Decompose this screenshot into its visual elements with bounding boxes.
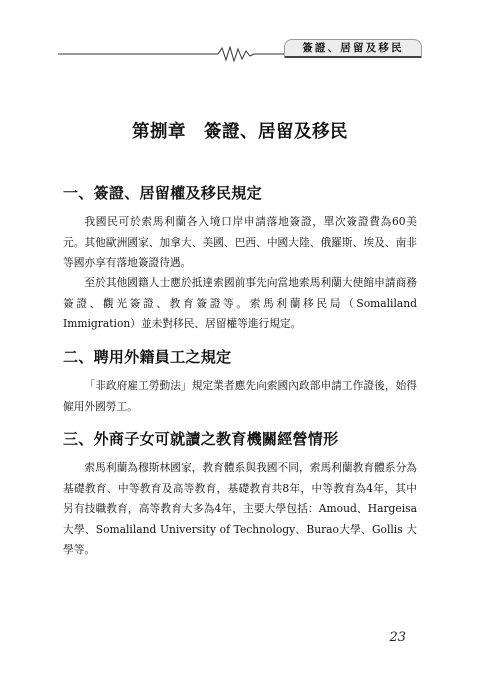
paragraph-labor-law: 「非政府雇工勞動法」規定業者應先向索國內政部申請工作證後，始得僱用外國勞工。 xyxy=(63,379,417,413)
paragraph-other-nationalities: 至於其他國籍人士應於抵達索國前事先向當地索馬利蘭大使館申請商務簽證、觀光簽證、教育簽證等。索馬利蘭移民局（Somaliland Immigration）並未對移民、居留權等進行規定。 xyxy=(63,276,417,330)
section-heading-education: 三、外商子女可就讀之教育機關經營情形 xyxy=(63,430,339,448)
section-heading-visa: 一、簽證、居留權及移民規定 xyxy=(63,184,262,202)
running-header-title: 簽證、居留及移民 xyxy=(302,42,404,54)
paragraph-education-system: 索馬利蘭為穆斯林國家，教育體系與我國不同，索馬利蘭教育體系分為基礎教育、中等教育及高等教育，基礎教育共8年，中等教育為4年，其中另有技職教育，高等教育大多為4年，主要大學包括：Amoud、Hargeisa大學、Somaliland University of Technology、Burao大學、Gollis 大學等。 xyxy=(63,461,417,556)
paragraph-visa-on-arrival: 我國民可於索馬利蘭各入境口岸申請落地簽證，單次簽證費為60美元。其他歐洲國家、加拿大、美國、巴西、中國大陸、俄羅斯、埃及、南非等國亦享有落地簽證待遇。 xyxy=(63,215,417,269)
section-heading-foreign-employees: 二、聘用外籍員工之規定 xyxy=(63,348,232,366)
chapter-title: 第捌章 簽證、居留及移民 xyxy=(132,122,348,142)
page-number: 23 xyxy=(389,630,406,645)
